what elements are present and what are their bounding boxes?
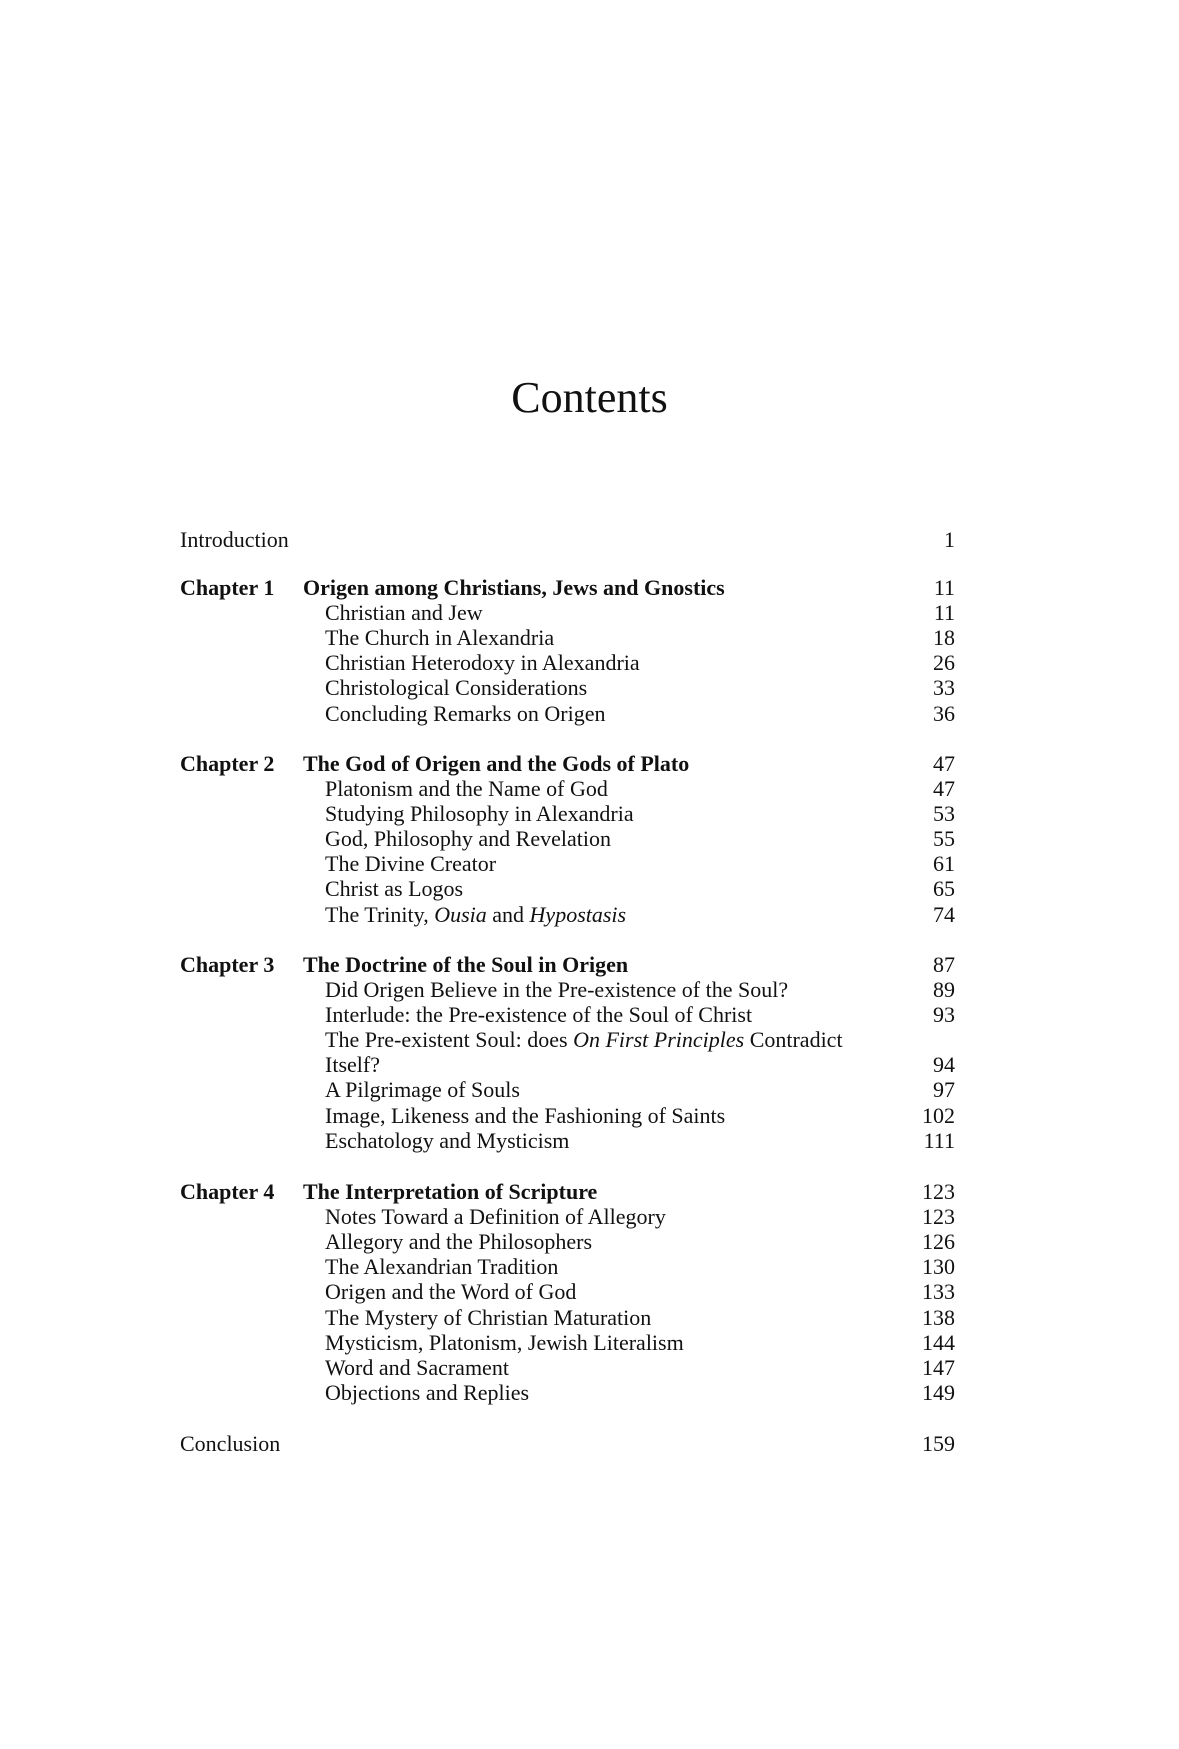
section-title: Christian Heterodoxy in Alexandria: [325, 650, 640, 675]
section-entry: [180, 1355, 955, 1381]
section-title: Eschatology and Mysticism: [325, 1128, 570, 1153]
section-entry: [180, 675, 955, 701]
page-number: 130: [922, 1254, 955, 1279]
page-number: 149: [922, 1380, 955, 1405]
page-number: 159: [922, 1431, 955, 1456]
section-entry: [180, 1229, 955, 1255]
section-entry: [180, 600, 955, 626]
section-entry: [180, 650, 955, 676]
page-number: 18: [933, 625, 955, 650]
section-entry: [180, 801, 955, 827]
section-entry: [180, 1330, 955, 1356]
section-title: God, Philosophy and Revelation: [325, 826, 611, 851]
section-title: The Trinity, Ousia and Hypostasis: [325, 902, 627, 927]
section-title: Allegory and the Philosophers: [325, 1229, 593, 1254]
chapter-heading: [180, 1179, 955, 1205]
chapter-title: Origen among Christians, Jews and Gnostics: [303, 575, 725, 600]
section-entry: [180, 1254, 955, 1280]
conclusion-label: Conclusion: [180, 1431, 281, 1456]
page-number: 133: [922, 1279, 955, 1304]
section-title: Image, Likeness and the Fashioning of Saints: [325, 1103, 726, 1128]
section-entry: [180, 1002, 955, 1028]
section-title: Studying Philosophy in Alexandria: [325, 801, 634, 826]
chapter-label: Chapter 3: [180, 952, 275, 977]
section-entry: [180, 1128, 955, 1154]
section-title: Mysticism, Platonism, Jewish Literalism: [325, 1330, 684, 1355]
section-title: Christ as Logos: [325, 876, 464, 901]
page-number: 47: [933, 751, 955, 776]
chapter-label: Chapter 4: [180, 1179, 275, 1204]
chapter-title: The God of Origen and the Gods of Plato: [303, 751, 690, 776]
page-number: 123: [922, 1179, 955, 1204]
page-number: 111: [923, 1128, 955, 1153]
page-number: 61: [933, 851, 955, 876]
section-title: The Mystery of Christian Maturation: [325, 1305, 652, 1330]
section-title: Christological Considerations: [325, 675, 588, 700]
section-title: Itself?: [325, 1052, 380, 1077]
page-number: 33: [933, 675, 955, 700]
section-title: Objections and Replies: [325, 1380, 530, 1405]
page-number: 36: [933, 701, 955, 726]
page-number: 53: [933, 801, 955, 826]
chapter-title: The Doctrine of the Soul in Origen: [303, 952, 629, 977]
chapter-heading: [180, 952, 955, 978]
section-entry: [180, 625, 955, 651]
page-number: 144: [922, 1330, 955, 1355]
chapter-title: The Interpretation of Scripture: [303, 1179, 598, 1204]
page-number: 74: [933, 902, 955, 927]
section-title: The Divine Creator: [325, 851, 497, 876]
section-entry: [180, 1103, 955, 1129]
section-title: Notes Toward a Definition of Allegory: [325, 1204, 666, 1229]
page-number: 93: [933, 1002, 955, 1027]
section-entry: [180, 776, 955, 802]
section-title: Concluding Remarks on Origen: [325, 701, 606, 726]
page-number: 47: [933, 776, 955, 801]
section-title: Christian and Jew: [325, 600, 483, 625]
page-title: Contents: [511, 373, 668, 422]
section-entry: [180, 826, 955, 852]
section-title: Did Origen Believe in the Pre-existence of the Soul?: [325, 977, 789, 1002]
section-title: The Pre-existent Soul: does On First Principles Contradict: [325, 1027, 843, 1052]
chapter-heading: [180, 575, 955, 601]
section-title: Word and Sacrament: [325, 1355, 509, 1380]
section-title: The Church in Alexandria: [325, 625, 555, 650]
page-number: 138: [922, 1305, 955, 1330]
section-entry: [180, 1204, 955, 1230]
section-entry: [180, 1077, 955, 1103]
section-title: Origen and the Word of God: [325, 1279, 577, 1304]
toc-entry-conclusion: [180, 1431, 955, 1457]
page-number: 26: [933, 650, 955, 675]
section-title: Platonism and the Name of God: [325, 776, 608, 801]
chapter-heading: [180, 751, 955, 777]
page-number: 89: [933, 977, 955, 1002]
section-entry: [180, 701, 955, 727]
section-entry-continued: [180, 1052, 955, 1078]
page-number: 102: [922, 1103, 955, 1128]
introduction-label: Introduction: [180, 527, 289, 552]
page-number: 1: [944, 527, 955, 552]
page-number: 94: [933, 1052, 955, 1077]
page-number: 11: [933, 575, 955, 600]
chapter-label: Chapter 2: [180, 751, 275, 776]
section-entry: [180, 1279, 955, 1305]
page-number: 55: [933, 826, 955, 851]
chapter-label: Chapter 1: [180, 575, 275, 600]
section-entry: [180, 851, 955, 877]
page-number: 11: [933, 600, 955, 625]
section-title: A Pilgrimage of Souls: [325, 1077, 520, 1102]
section-entry: [180, 902, 955, 928]
page-number: 147: [922, 1355, 955, 1380]
section-entry: [180, 1380, 955, 1406]
page-number: 65: [933, 876, 955, 901]
section-entry: [180, 876, 955, 902]
page-number: 97: [933, 1077, 955, 1102]
page-number: 123: [922, 1204, 955, 1229]
toc-entry-introduction: [180, 527, 955, 553]
section-title: The Alexandrian Tradition: [325, 1254, 559, 1279]
page-number: 126: [922, 1229, 955, 1254]
page-number: 87: [933, 952, 955, 977]
section-title: Interlude: the Pre-existence of the Soul of Christ: [325, 1002, 753, 1027]
section-entry: [180, 1305, 955, 1331]
section-entry: [180, 1027, 955, 1053]
section-entry: [180, 977, 955, 1003]
